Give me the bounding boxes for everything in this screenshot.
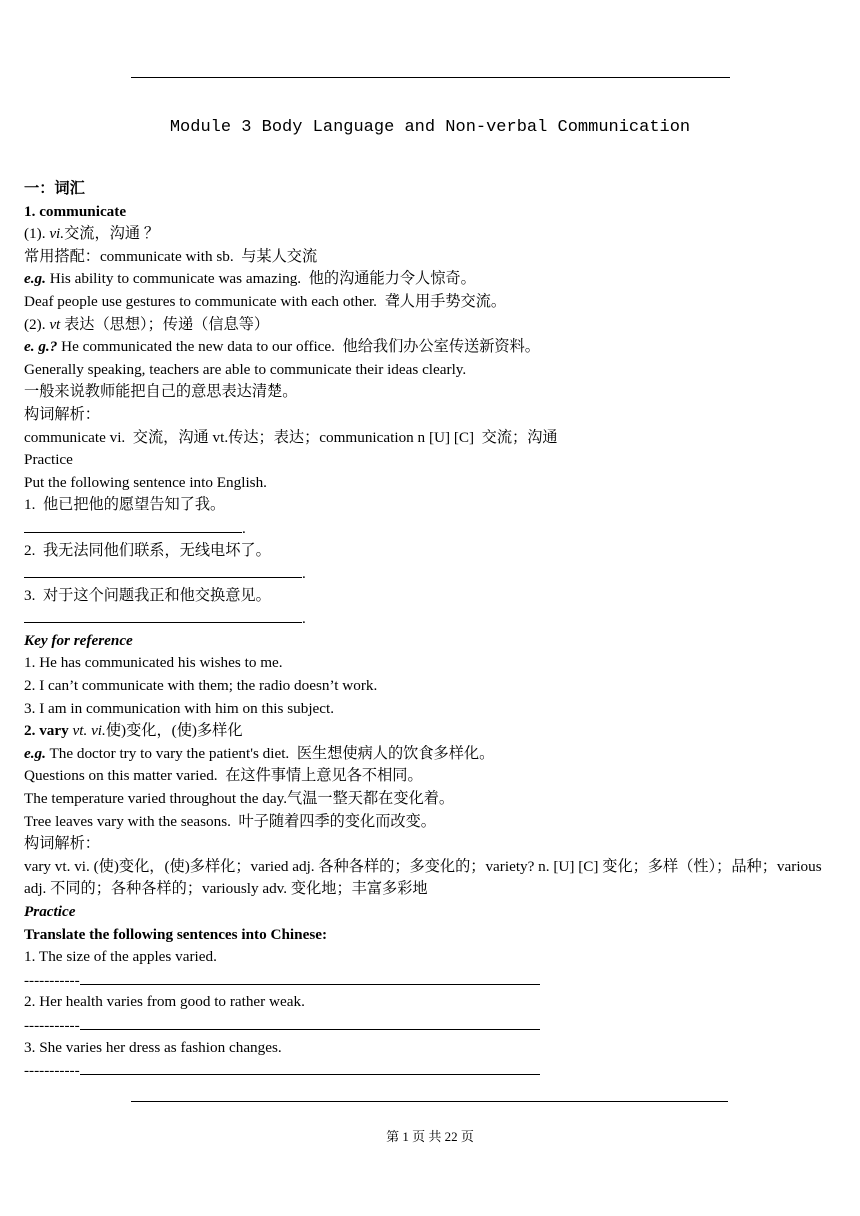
word2-example-2: Questions on this matter varied. 在这件事情上意见各不相同。 [24, 767, 423, 785]
answer-blank-2[interactable]: . [24, 562, 844, 585]
translate-blank-1[interactable]: ----------- [24, 969, 844, 992]
key-answer-1: 1. He has communicated his wishes to me. [24, 654, 283, 672]
word1-collocation: 常用搭配：communicate with sb. 与某人交流 [24, 247, 318, 265]
word2-analysis-label: 构词解析： [24, 835, 100, 853]
answer-blank-3[interactable]: . [24, 607, 844, 630]
word1-example-1: e.g. His ability to communicate was amazing. 他的沟通能力令人惊奇。 [24, 270, 476, 288]
word2-heading: 2. vary vt. vi.使)变化，(使)多样化 [24, 722, 243, 740]
practice-question-1: 1. 他已把他的愿望告知了我。 [24, 496, 226, 514]
document-body [24, 178, 844, 1082]
page-number: 第 1 页 共 22 页 [386, 1129, 474, 1144]
translate-blank-2[interactable]: ----------- [24, 1014, 844, 1037]
word1-practice-label: Practice [24, 451, 73, 469]
word2-analysis: vary vt. vi. (使)变化，(使)多样化；varied adj. 各种各样的；多变化的；variety? n. [U] [C] 变化；多样（性）；品种；various adj. 不同的；各种各样的；variously adv. 变化地；丰富多彩地 [24, 857, 822, 898]
word1-example-2: Deaf people use gestures to communicate with each other. 聋人用手势交流。 [24, 292, 507, 310]
key-label: Key for reference [24, 631, 133, 649]
translate-sentence-1: 1. The size of the apples varied. [24, 948, 217, 966]
footer-rule [131, 1101, 728, 1102]
page-title: Module 3 Body Language and Non-verbal Communication [169, 118, 691, 137]
translate-blank-3[interactable]: ----------- [24, 1059, 844, 1082]
practice-question-2: 2. 我无法同他们联系，无线电坏了。 [24, 541, 271, 559]
word1-heading: 1. communicate [24, 202, 127, 220]
header-rule [131, 77, 730, 78]
word2-instruction: Translate the following sentences into Chinese: [24, 925, 328, 943]
word2-practice-label: Practice [24, 903, 76, 920]
answer-blank-1[interactable]: . [24, 517, 844, 540]
key-answer-3: 3. I am in communication with him on this subject. [24, 699, 335, 717]
word2-example-1: e.g. The doctor try to vary the patient's diet. 医生想使病人的饮食多样化。 [24, 744, 495, 762]
translate-sentence-3: 3. She varies her dress as fashion changes. [24, 1038, 282, 1056]
word1-analysis: communicate vi. 交流，沟通 vt.传达；表达；communication n [U] [C] 交流；沟通 [24, 428, 558, 446]
word1-sense1: (1). vi.交流，沟通 ？ [24, 225, 159, 243]
word1-analysis-label: 构词解析： [24, 405, 100, 423]
translate-sentence-2: 2. Her health varies from good to rather weak. [24, 993, 305, 1011]
word2-example-4: Tree leaves vary with the seasons. 叶子随着四季的变化而改变。 [24, 812, 436, 830]
word1-example-4-cn: 一般来说教师能把自己的意思表达清楚。 [24, 383, 298, 401]
practice-question-3: 3. 对于这个问题我正和他交换意见。 [24, 586, 271, 604]
word2-example-3: The temperature varied throughout the day.气温一整天都在变化着。 [24, 790, 455, 808]
section-heading: 一：词汇 [24, 180, 85, 197]
key-answer-2: 2. I can’t communicate with them; the radio doesn’t work. [24, 677, 378, 695]
word1-example-4: Generally speaking, teachers are able to communicate their ideas clearly. [24, 360, 467, 378]
word1-example-3: e. g.? He communicated the new data to our office. 他给我们办公室传送新资料。 [24, 338, 540, 356]
word1-sense2: (2). vt 表达（思想）；传递（信息等） [24, 315, 270, 333]
word1-practice-instruction: Put the following sentence into English. [24, 473, 267, 491]
